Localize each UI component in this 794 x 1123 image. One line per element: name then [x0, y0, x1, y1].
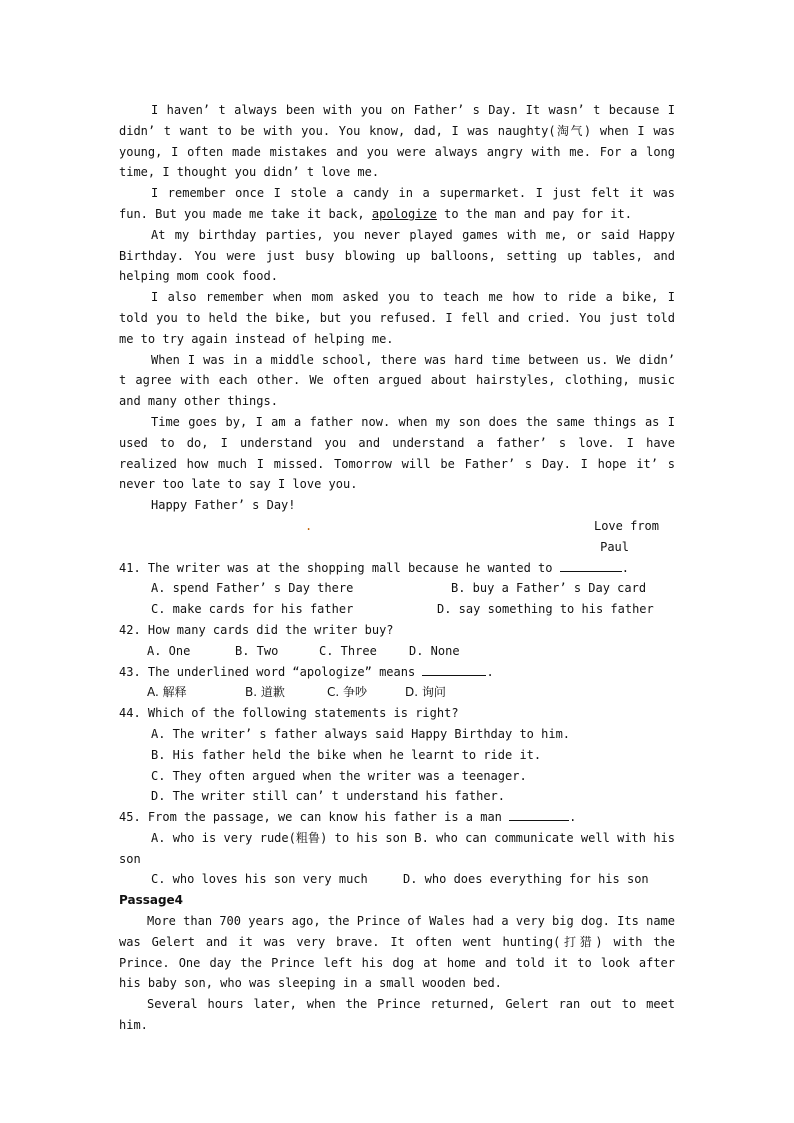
answer-blank [509, 808, 569, 821]
letter-paragraph-3: At my birthday parties, you never played games with me, or said Happy Birthday. You were just busy blowing up balloons, setting up tables, and helping mom cook food. [119, 227, 675, 284]
option-c: C. They often argued when the writer was a teenager. [151, 768, 527, 783]
letter-paragraph-6: Time goes by, I am a father now. when my son does the same things as I used to do, I understand you and understand a father’ s love. I have realized how much I missed. Tomorrow will be Father’ s Day. I hope it’ s never too late to say I love you. [119, 414, 675, 492]
option-b: B. 道歉 [245, 685, 285, 700]
option-a: A. The writer’ s father always said Happy Birthday to him. [151, 726, 571, 741]
option-d: D. say something to his father [437, 602, 654, 617]
option-c: C. Three [319, 643, 377, 658]
question-45-stem: 45. From the passage, we can know his father is a man [119, 810, 502, 825]
question-45-end: . [569, 810, 577, 825]
option-d: D. None [409, 643, 460, 658]
option-a: A. spend Father’ s Day there [151, 581, 354, 596]
underlined-word-apologize: apologize [371, 206, 437, 221]
option-b: B. His father held the bike when he learnt to ride it. [151, 747, 542, 762]
option-c: C. 争吵 [327, 685, 368, 700]
question-43-end: . [486, 664, 494, 679]
letter-closing: Happy Father’ s Day! [151, 498, 296, 513]
option-d: D. who does everything for his son [403, 872, 649, 887]
letter-paragraph-5: When I was in a middle school, there was hard time between us. We didn’ t agree with each other. We often argued about hairstyles, clothing, music and many other things. [119, 352, 675, 409]
option-a: A. 解释 [147, 685, 187, 700]
passage4-paragraph-1: More than 700 years ago, the Prince of Wales had a very big dog. Its name was Gelert and it was very brave. It often went hunting(打猎) with the Prince. One day the Prince left his dog at home and told it to look after his baby son, who was sleeping in a small wooden bed. [119, 914, 675, 991]
stray-dot: . [305, 518, 313, 533]
letter-paragraph-1: I haven’ t always been with you on Father’ s Day. It wasn’ t because I didn’ t want to be with you. You know, dad, I was naughty(淘气) when I was young, I often made mistakes and you were always angry with me. For a long time, I thought you didn’ t love me. [119, 103, 675, 180]
question-41-end: . [621, 560, 629, 575]
option-d: D. 询问 [405, 685, 446, 700]
question-43-stem: 43. The underlined word “apologize” means [119, 664, 416, 679]
signature-line [119, 516, 675, 537]
signature-name: Paul [600, 539, 629, 554]
option-b: B. Two [235, 643, 279, 658]
question-41-options-row-1 [119, 578, 675, 599]
question-42: 42. How many cards did the writer buy? [119, 622, 394, 637]
answer-blank [560, 559, 622, 572]
document-content [119, 100, 675, 1036]
option-c: C. make cards for his father [151, 602, 354, 617]
question-41 [119, 558, 675, 579]
question-45 [119, 807, 675, 828]
option-c: C. who loves his son very much [151, 872, 368, 887]
question-41-options-row-2 [119, 599, 675, 620]
letter-paragraph-2-end: to the man and pay for it. [436, 206, 632, 221]
letter-paragraph-2 [119, 183, 675, 225]
question-45-options-cd [119, 869, 675, 890]
option-d: D. The writer still can’ t understand his father. [151, 789, 506, 804]
question-43 [119, 662, 675, 683]
question-44: 44. Which of the following statements is right? [119, 706, 459, 721]
letter-paragraph-4: I also remember when mom asked you to teach me how to ride a bike, I told you to held the bike, but you refused. I fell and cried. You just told me to try again instead of helping me. [119, 290, 675, 346]
love-from: Love from [593, 518, 659, 533]
option-b: B. buy a Father’ s Day card [451, 581, 647, 596]
passage4-paragraph-2: Several hours later, when the Prince returned, Gelert ran out to meet him. [119, 997, 675, 1033]
answer-blank [422, 663, 486, 676]
passage-heading: Passage4 [119, 893, 184, 908]
question-43-options [119, 682, 675, 703]
question-45-options-ab: A. who is very rude(粗鲁) to his son B. who can communicate well with his son [119, 830, 675, 866]
question-42-options [119, 641, 675, 662]
option-a: A. One [147, 643, 191, 658]
question-41-stem: 41. The writer was at the shopping mall because he wanted to [119, 560, 553, 575]
letter-paragraph-2-start: I remember once I stole a candy in a supermarket. I just felt it was fun. But you made me take it back, [119, 186, 675, 221]
